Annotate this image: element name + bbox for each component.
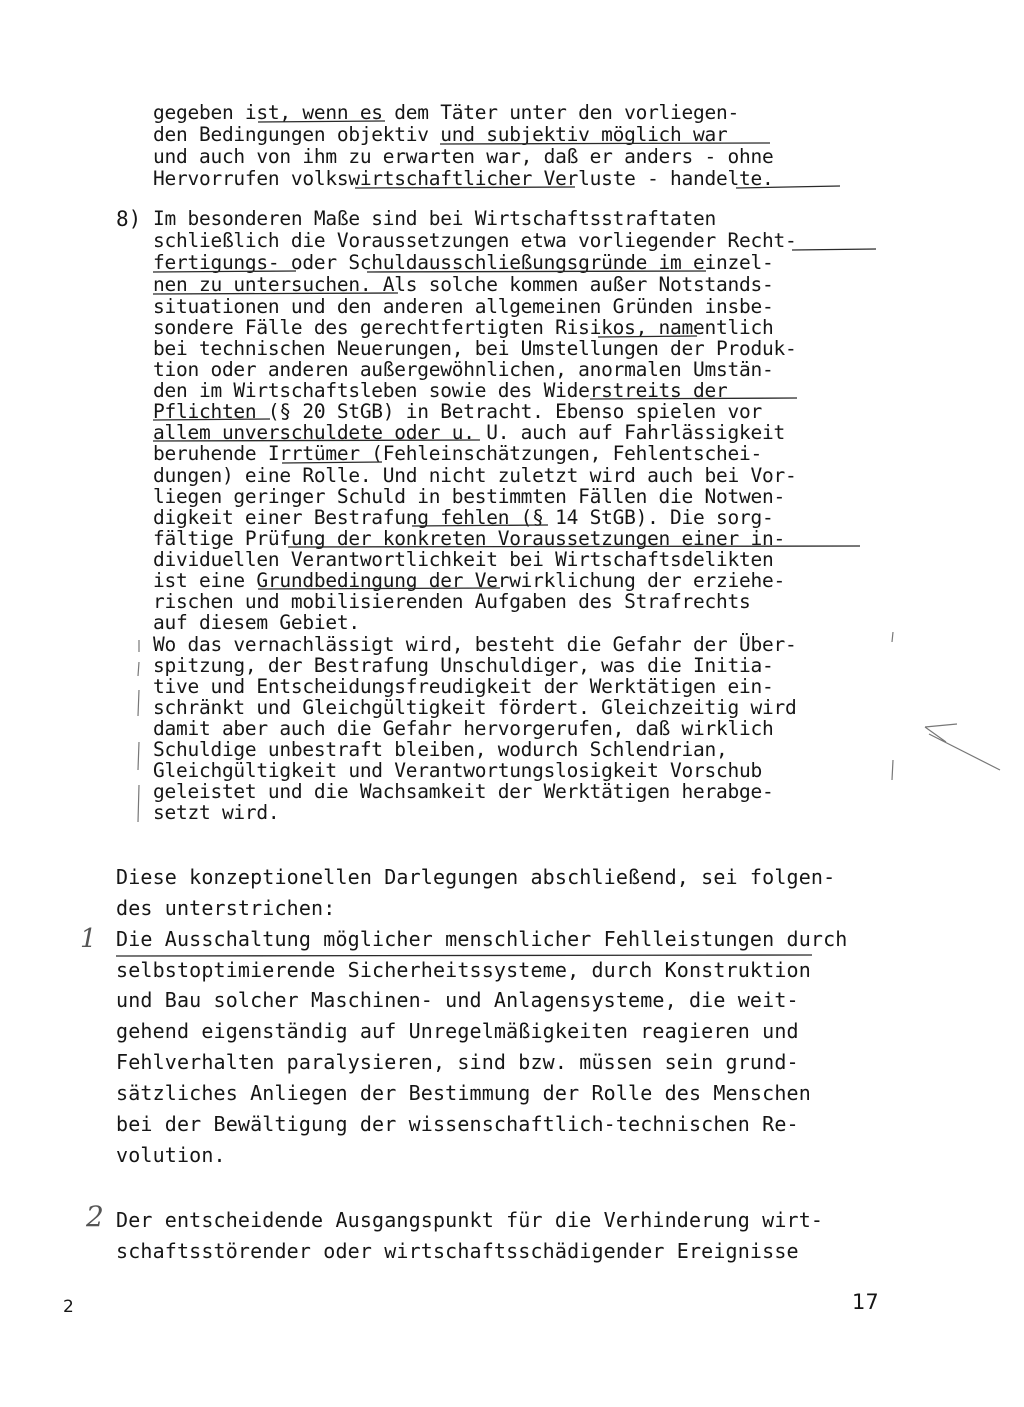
text-line: situationen und den anderen allgemeinen Gründen insbe- (153, 295, 774, 318)
text-line: Wo das vernachlässigt wird, besteht die Gefahr der Über- (153, 633, 797, 656)
text-line: dividuellen Verantwortlichkeit bei Wirtschaftsdelikten (153, 548, 774, 571)
text-line: sätzliches Anliegen der Bestimmung der Rolle des Menschen (116, 1081, 811, 1105)
text-line: damit aber auch die Gefahr hervorgerufen, daß wirklich (153, 717, 774, 740)
text-line: bei technischen Neuerungen, bei Umstellungen der Produk- (153, 337, 797, 360)
margin-note-2: 2 (86, 1200, 104, 1233)
text-line: Gleichgültigkeit und Verantwortungslosigkeit Vorschub (153, 759, 762, 782)
text-line: tive und Entscheidungsfreudigkeit der Werktätigen ein- (153, 675, 774, 698)
text-line: rischen und mobilisierenden Aufgaben des Strafrechts (153, 590, 751, 613)
underline (792, 249, 876, 250)
text-line: setzt wird. (153, 801, 280, 824)
text-line: und Bau solcher Maschinen- und Anlagensysteme, die weit- (116, 988, 799, 1012)
text-line: beruhende Irrtümer (Fehleinschätzungen, Fehlentschei- (153, 442, 762, 465)
text-line: volution. (116, 1143, 226, 1167)
text-line: gegeben ist, wenn es dem Täter unter den vorliegen- (153, 101, 739, 124)
page-number: 17 (852, 1290, 879, 1314)
item-marker: 8) (116, 207, 142, 231)
footer-left-number: 2 (63, 1297, 74, 1317)
text-line: fertigungs- oder Schuldausschließungsgründe im einzel- (153, 251, 774, 274)
text-line: und auch von ihm zu erwarten war, daß er anders - ohne (153, 145, 774, 168)
pencil-margin-bracket (138, 640, 139, 822)
text-line: digkeit einer Bestrafung fehlen (§ 14 StGB). Die sorg- (153, 506, 774, 529)
text-line: schaftsstörender oder wirtschaftsschädigender Ereignisse (116, 1239, 799, 1263)
text-line: den Bedingungen objektiv und subjektiv möglich war (153, 123, 728, 146)
text-line: allem unverschuldete oder u. U. auch auf Fahrlässigkeit (153, 421, 785, 444)
text-line: schränkt und Gleichgültigkeit fördert. Gleichzeitig wird (153, 696, 797, 719)
text-line: des unterstrichen: (116, 896, 336, 920)
text-line: ist eine Grundbedingung der Verwirklichung der erziehe- (153, 569, 785, 592)
margin-note-1: 1 (80, 924, 97, 954)
underline (116, 955, 812, 956)
text-line: geleistet und die Wachsamkeit der Werktätigen herabge- (153, 780, 774, 803)
text-line: spitzung, der Bestrafung Unschuldiger, was die Initia- (153, 654, 774, 677)
pencil-arrow (925, 724, 1000, 770)
text-line: Pflichten (§ 20 StGB) in Betracht. Ebenso spielen vor (153, 400, 762, 423)
text-line: Schuldige unbestraft bleiben, wodurch Schlendrian, (153, 738, 728, 761)
text-line: bei der Bewältigung der wissenschaftlich-technischen Re- (116, 1112, 799, 1136)
text-line: selbstoptimierende Sicherheitssysteme, durch Konstruktion (116, 958, 811, 982)
text-line: Im besonderen Maße sind bei Wirtschaftsstraftaten (153, 207, 717, 230)
text-line: Der entscheidende Ausgangspunkt für die Verhinderung wirt- (116, 1208, 824, 1232)
text-line: Die Ausschaltung möglicher menschlicher Fehlleistungen durch (116, 927, 848, 951)
text-line: gehend eigenständig auf Unregelmäßigkeiten reagieren und (116, 1019, 799, 1043)
text-line: sondere Fälle des gerechtfertigten Risikos, namentlich (153, 316, 774, 339)
text-line: dungen) eine Rolle. Und nicht zuletzt wird auch bei Vor- (153, 464, 797, 487)
text-line: liegen geringer Schuld in bestimmten Fällen die Notwen- (153, 485, 785, 508)
text-line: tion oder anderen außergewöhnlichen, anormalen Umstän- (153, 358, 774, 381)
pencil-margin-ticks (892, 632, 893, 780)
text-line: auf diesem Gebiet. (153, 611, 360, 634)
text-line: Fehlverhalten paralysieren, sind bzw. müssen sein grund- (116, 1050, 799, 1074)
text-line: den im Wirtschaftsleben sowie des Widerstreits der (153, 379, 728, 402)
text-line: schließlich die Voraussetzungen etwa vorliegender Recht- (153, 229, 797, 252)
text-line: fältige Prüfung der konkreten Voraussetzungen einer in- (153, 527, 785, 550)
text-line: Hervorrufen volkswirtschaftlicher Verluste - handelte. (153, 167, 774, 190)
text-line: nen zu untersuchen. Als solche kommen außer Notstands- (153, 273, 774, 296)
text-line: Diese konzeptionellen Darlegungen abschließend, sei folgen- (116, 865, 836, 889)
